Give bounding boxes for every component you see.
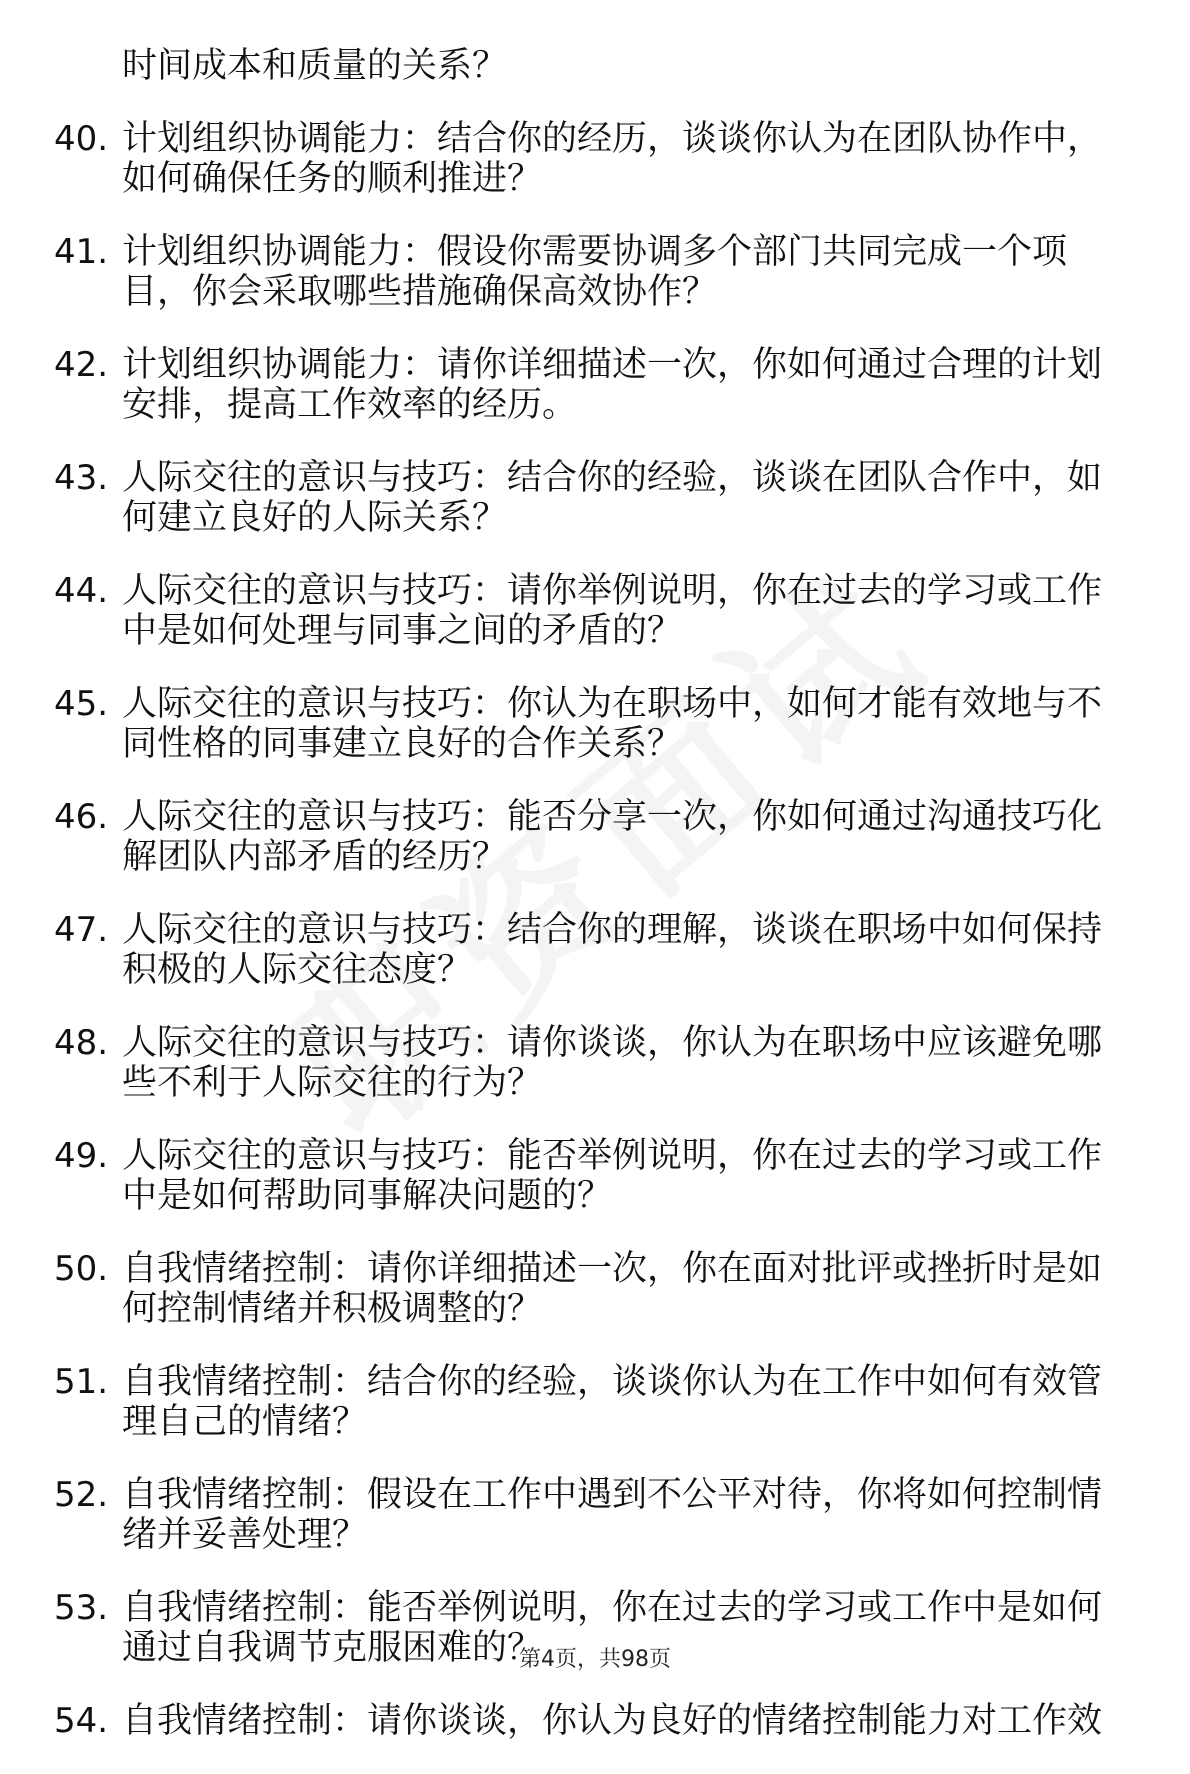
question-number: 46. <box>54 797 109 837</box>
question-item <box>54 345 1134 425</box>
question-number: 40. <box>54 119 109 159</box>
question-text: 自我情绪控制：请你详细描述一次，你在面对批评或挫折时是如何控制情绪并积极调整的？ <box>122 1249 1103 1329</box>
question-item <box>54 232 1134 312</box>
question-item <box>54 1023 1134 1103</box>
question-number: 49. <box>54 1136 109 1176</box>
question-item <box>54 910 1134 990</box>
question-text: 人际交往的意识与技巧：请你谈谈，你认为在职场中应该避免哪些不利于人际交往的行为？ <box>122 1023 1103 1103</box>
question-text: 自我情绪控制：请你谈谈，你认为良好的情绪控制能力对工作效 <box>122 1701 1103 1741</box>
question-text: 自我情绪控制：假设在工作中遇到不公平对待，你将如何控制情绪并妥善处理？ <box>122 1475 1103 1555</box>
question-item <box>54 1136 1134 1216</box>
question-item <box>54 119 1134 199</box>
question-number: 54. <box>54 1701 109 1741</box>
question-text: 自我情绪控制：能否举例说明，你在过去的学习或工作中是如何通过自我调节克服困难的？ <box>122 1588 1103 1668</box>
question-text: 人际交往的意识与技巧：你认为在职场中，如何才能有效地与不同性格的同事建立良好的合作关系？ <box>122 684 1103 764</box>
question-item <box>54 684 1134 764</box>
question-item <box>54 571 1134 651</box>
question-item <box>54 458 1134 538</box>
question-number: 53. <box>54 1588 109 1628</box>
question-number: 43. <box>54 458 109 498</box>
question-text: 人际交往的意识与技巧：能否分享一次，你如何通过沟通技巧化解团队内部矛盾的经历？ <box>122 797 1103 877</box>
question-text: 计划组织协调能力：请你详细描述一次，你如何通过合理的计划安排，提高工作效率的经历。 <box>122 345 1103 425</box>
question-item <box>54 1249 1134 1329</box>
question-number: 48. <box>54 1023 109 1063</box>
question-text: 自我情绪控制：结合你的经验，谈谈你认为在工作中如何有效管理自己的情绪？ <box>122 1362 1103 1442</box>
continuation-text: 时间成本和质量的关系？ <box>122 46 508 86</box>
question-item <box>54 797 1134 877</box>
question-number: 47. <box>54 910 109 950</box>
question-number: 50. <box>54 1249 109 1289</box>
question-number: 44. <box>54 571 109 611</box>
question-text: 计划组织协调能力：结合你的经历，谈谈你认为在团队协作中，如何确保任务的顺利推进？ <box>122 119 1103 199</box>
question-list <box>54 46 1134 1774</box>
page-number: 第4页，共98页 <box>519 1647 671 1672</box>
question-number: 45. <box>54 684 109 724</box>
question-item <box>54 1701 1134 1741</box>
question-number: 52. <box>54 1475 109 1515</box>
question-number: 51. <box>54 1362 109 1402</box>
question-text: 计划组织协调能力：假设你需要协调多个部门共同完成一个项目，你会采取哪些措施确保高效协作？ <box>122 232 1068 312</box>
question-text: 人际交往的意识与技巧：请你举例说明，你在过去的学习或工作中是如何处理与同事之间的矛盾的？ <box>122 571 1103 651</box>
question-number: 41. <box>54 232 109 272</box>
question-text: 人际交往的意识与技巧：能否举例说明，你在过去的学习或工作中是如何帮助同事解决问题的？ <box>122 1136 1103 1216</box>
question-item <box>54 1362 1134 1442</box>
question-item <box>54 1475 1134 1555</box>
question-number: 42. <box>54 345 109 385</box>
question-text: 人际交往的意识与技巧：结合你的经验，谈谈在团队合作中，如何建立良好的人际关系？ <box>122 458 1103 538</box>
question-text: 人际交往的意识与技巧：结合你的理解，谈谈在职场中如何保持积极的人际交往态度？ <box>122 910 1103 990</box>
